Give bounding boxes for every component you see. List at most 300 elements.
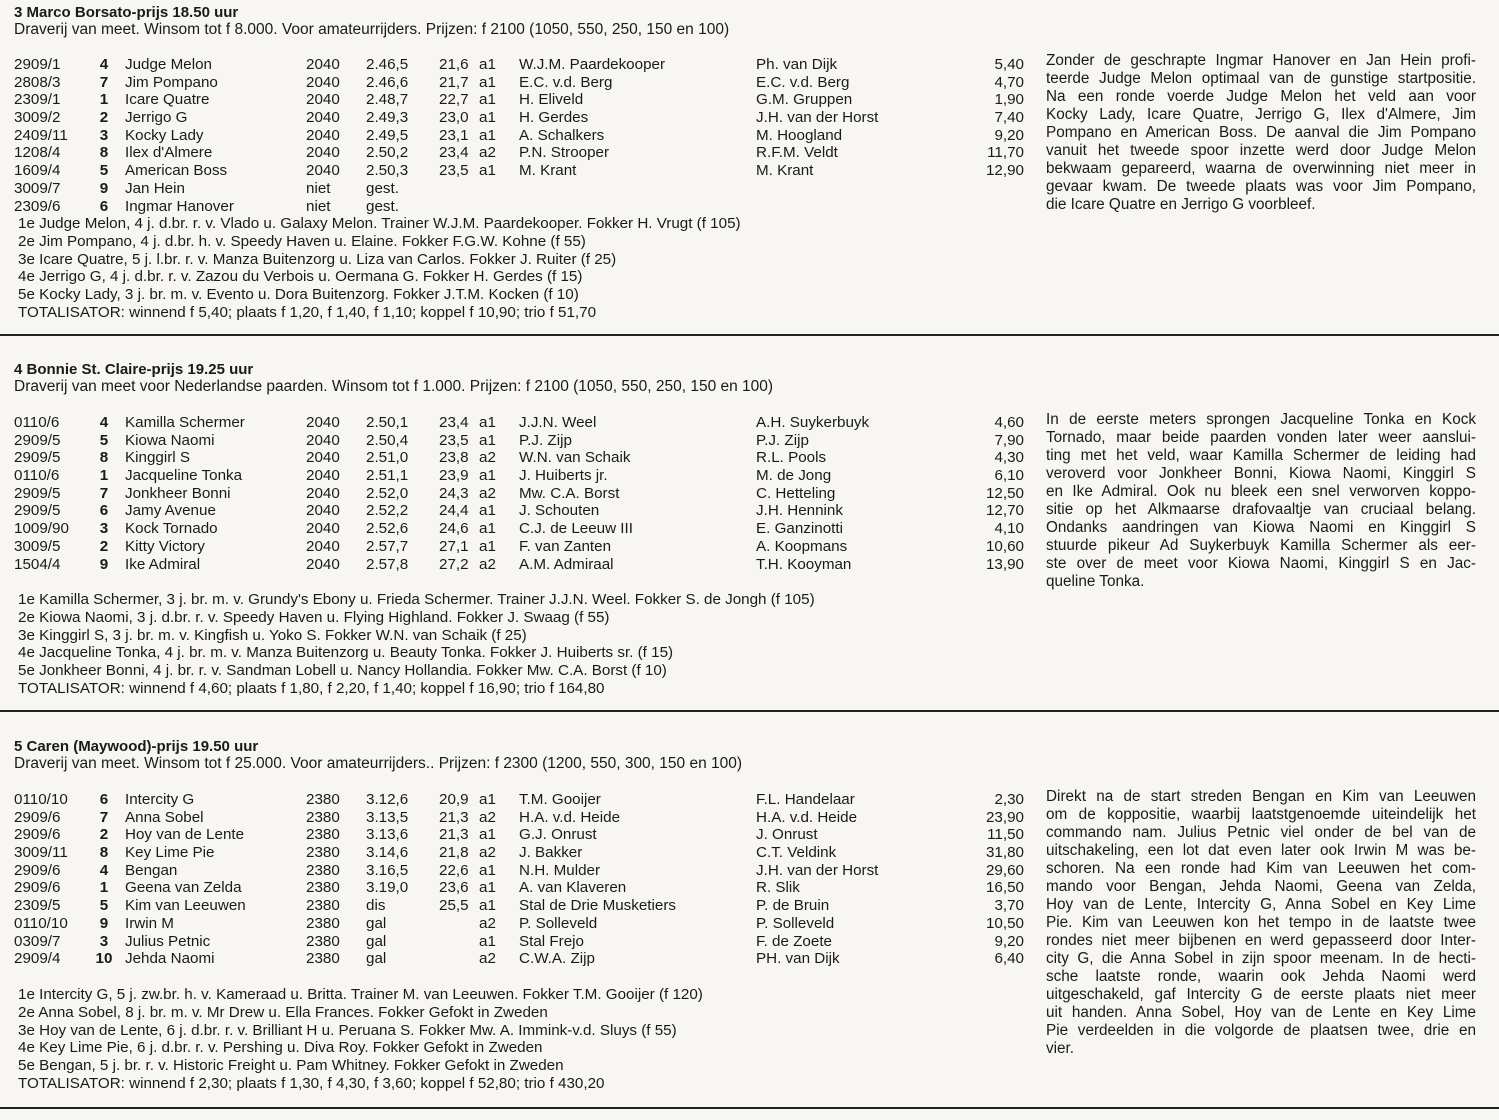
horse-name: Kock Tornado [125, 520, 218, 538]
km-time: 21,7 [439, 73, 469, 91]
commentary-line: stuurde pikeur Ad Suykerbuyk Kamilla Schermer als eer- [1046, 537, 1476, 554]
class: a1 [479, 91, 496, 109]
start-number: 4 [99, 414, 109, 431]
driver-name: H. Gerdes [519, 109, 589, 127]
win-odds: 3,70 [994, 897, 1024, 915]
table-row [14, 162, 1024, 180]
km-time: 23,4 [439, 414, 469, 431]
km-time: 24,6 [439, 520, 469, 538]
horse-name: Ingmar Hanover [125, 197, 234, 215]
distance: 2380 [306, 950, 340, 968]
class: a1 [479, 520, 496, 538]
distance: niet [306, 197, 331, 215]
race-conditions: Draverij van meet voor Nederlandse paarden. Winsom tot f 1.000. Prijzen: f 2100 (1050, 550, 250, 150 en 100) [14, 378, 774, 395]
distance: 2040 [306, 56, 340, 73]
start-number: 7 [99, 808, 109, 826]
finish-time: dis [366, 897, 386, 915]
finish-time: 2.50,2 [366, 144, 409, 162]
horse-name: Jan Hein [125, 179, 185, 197]
trainer-name: P.J. Zijp [756, 431, 809, 449]
table-row [14, 897, 1024, 915]
win-odds: 12,70 [985, 502, 1024, 520]
race-title: 5 Caren (Maywood)-prijs 19.50 uur [14, 738, 259, 755]
finish-time: 3.13,5 [366, 808, 409, 826]
win-odds: 31,80 [985, 844, 1024, 862]
trainer-name: C. Hetteling [756, 484, 836, 502]
placing-line: 2e Jim Pompano, 4 j. d.br. h. v. Speedy Haven u. Elaine. Fokker F.G.W. Kohne (f 55) [18, 232, 586, 250]
distance: 2040 [306, 109, 340, 127]
win-odds: 11,70 [987, 144, 1024, 162]
horse-form-code: 1609/4 [14, 162, 61, 180]
finish-time: gest. [366, 197, 399, 215]
start-number: 1 [99, 91, 109, 109]
win-odds: 11,50 [987, 826, 1024, 844]
finish-time: 2.50,3 [366, 162, 409, 180]
finish-time: gal [366, 914, 387, 932]
driver-name: P.J. Zijp [519, 431, 572, 449]
commentary-line: teerde Judge Melon optimaal van de gunstige startpositie. [1046, 70, 1476, 87]
horse-name: Kitty Victory [125, 537, 205, 555]
commentary-line: rondes niet meer bijbenen en werd gepasseerd door Inter- [1046, 932, 1476, 949]
start-number: 8 [99, 449, 109, 467]
driver-name: E.C. v.d. Berg [519, 73, 613, 91]
class: a2 [479, 844, 496, 862]
start-number: 3 [99, 126, 109, 144]
placing-line: 3e Kinggirl S, 3 j. br. m. v. Kingfish u. Yoko S. Fokker W.N. van Schaik (f 25) [18, 626, 527, 644]
win-odds: 1,90 [994, 91, 1024, 109]
placing-line: 2e Kiowa Naomi, 3 j. d.br. r. v. Speedy Haven u. Flying Highland. Fokker J. Swaag (f 55) [18, 608, 610, 626]
class: a1 [479, 861, 496, 879]
distance: 2040 [306, 449, 340, 467]
finish-time: 2.50,1 [366, 414, 409, 431]
win-odds: 10,50 [985, 914, 1024, 932]
commentary-line: uit handen. Anna Sobel, Hoy van de Lente en Key Lime [1046, 1004, 1476, 1021]
trainer-name: R.F.M. Veldt [756, 144, 838, 162]
table-row [14, 556, 1024, 574]
driver-name: H. Eliveld [519, 91, 584, 109]
commentary-line: veroverd voor Jonkheer Bonni, Kiowa Naomi, Kinggirl S [1046, 465, 1476, 482]
horse-name: Irwin M [125, 914, 174, 932]
horse-form-code: 3009/2 [14, 109, 61, 127]
race-placings [18, 215, 741, 322]
trainer-name: A.H. Suykerbuyk [756, 414, 870, 431]
trainer-name: A. Koopmans [756, 537, 848, 555]
class: a1 [479, 414, 496, 431]
distance: 2040 [306, 502, 340, 520]
commentary-line: bekwaam gepareerd, waarna de overwinning niet meer in [1046, 160, 1476, 177]
km-time: 25,5 [439, 897, 469, 915]
class: a1 [479, 537, 496, 555]
trainer-name: J. Onrust [756, 826, 818, 844]
table-row [14, 180, 1024, 198]
commentary-line: vier. [1046, 1040, 1075, 1057]
finish-time: 2.46,6 [366, 73, 409, 91]
trainer-name: P. de Bruin [756, 897, 830, 915]
horse-name: Icare Quatre [125, 91, 210, 109]
distance: 2380 [306, 861, 340, 879]
win-odds: 6,10 [994, 467, 1024, 485]
class: a1 [479, 897, 496, 915]
horse-name: Ike Admiral [125, 555, 201, 573]
start-number: 1 [99, 467, 109, 485]
win-odds: 16,50 [985, 879, 1024, 897]
win-odds: 9,20 [994, 932, 1024, 950]
km-time: 23,5 [439, 431, 469, 449]
commentary-line: ste over de meet voor Kiowa Naomi, Kinggirl S en Jac- [1046, 555, 1476, 572]
table-row [14, 862, 1024, 880]
driver-name: J.J.N. Weel [519, 414, 597, 431]
start-number: 5 [99, 897, 109, 915]
km-time: 21,3 [439, 826, 469, 844]
placing-line: 5e Kocky Lady, 3 j. br. m. v. Evento u. Dora Buitenzorg. Fokker J.T.M. Kocken (f 10) [18, 286, 579, 304]
trainer-name: C.T. Veldink [756, 844, 837, 862]
trainer-name: M. Hoogland [756, 126, 843, 144]
win-odds: 7,90 [994, 431, 1024, 449]
horse-name: Kim van Leeuwen [125, 897, 246, 915]
km-time: 27,2 [439, 555, 469, 573]
win-odds: 12,90 [985, 162, 1024, 180]
horse-form-code: 0110/6 [14, 414, 60, 431]
finish-time: 3.19,0 [366, 879, 409, 897]
horse-name: Jim Pompano [125, 73, 218, 91]
race-title: 4 Bonnie St. Claire-prijs 19.25 uur [14, 361, 254, 378]
table-row [14, 933, 1024, 951]
placing-line: 4e Key Lime Pie, 6 j. d.br. r. v. Pershing u. Diva Roy. Fokker Gefokt in Zweden [18, 1039, 543, 1057]
trainer-name: R.L. Pools [756, 449, 827, 467]
horse-form-code: 2909/1 [14, 56, 61, 73]
horse-form-code: 3009/7 [14, 179, 61, 197]
km-time: 22,6 [439, 861, 469, 879]
km-time: 23,9 [439, 467, 469, 485]
trainer-name: F.L. Handelaar [756, 791, 855, 808]
finish-time: 3.13,6 [366, 826, 409, 844]
win-odds: 12,50 [985, 484, 1024, 502]
horse-name: Hoy van de Lente [125, 826, 245, 844]
start-number: 5 [99, 162, 109, 180]
totalisator-line: TOTALISATOR: winnend f 4,60; plaats f 1,80, f 2,20, f 1,40; koppel f 16,90; trio f 164,80 [18, 679, 605, 697]
table-row [14, 826, 1024, 844]
km-time: 23,1 [439, 126, 469, 144]
finish-time: 2.48,7 [366, 91, 409, 109]
table-row [14, 809, 1024, 827]
table-row [14, 502, 1024, 520]
horse-form-code: 2808/3 [14, 73, 61, 91]
race-result-table [14, 56, 1024, 215]
finish-time: gal [366, 950, 387, 968]
race-conditions: Draverij van meet. Winsom tot f 25.000. Voor amateurrijders.. Prijzen: f 2300 (1200, 550, 300, 150 en 100) [14, 755, 743, 772]
horse-name: Key Lime Pie [125, 844, 215, 862]
horse-name: Judge Melon [125, 56, 212, 73]
commentary-line: gevaar kwam. De tweede plaats was voor Jim Pompano, [1046, 178, 1476, 195]
commentary-line: Kocky Lady, Icare Quatre, Jerrigo G, Ilex d'Almere, Jim [1046, 106, 1476, 123]
distance: 2380 [306, 879, 340, 897]
commentary-line: Pie. Kim van Leeuwen kon het tempo in de laatste twee [1046, 914, 1476, 931]
horse-form-code: 2909/4 [14, 950, 61, 968]
race-title: 3 Marco Borsato-prijs 18.50 uur [14, 4, 239, 21]
horse-name: Geena van Zelda [125, 879, 242, 897]
driver-name: M. Krant [519, 162, 577, 180]
start-number: 3 [99, 932, 109, 950]
table-row [14, 144, 1024, 162]
finish-time: 2.51,1 [366, 467, 409, 485]
placing-line: 4e Jacqueline Tonka, 4 j. br. m. v. Manza Buitenzorg u. Beauty Tonka. Fokker J. Huiberts sr. (f 15) [18, 644, 674, 662]
class: a1 [479, 431, 496, 449]
horse-form-code: 2909/6 [14, 826, 61, 844]
start-number: 6 [99, 197, 109, 215]
win-odds: 4,10 [994, 520, 1024, 538]
driver-name: W.N. van Schaik [519, 449, 631, 467]
distance: 2380 [306, 826, 340, 844]
horse-form-code: 2909/5 [14, 449, 61, 467]
trainer-name: M. de Jong [756, 467, 832, 485]
commentary-line: ting met het veld, waar Kamilla Schermer de leiding had [1046, 447, 1476, 464]
horse-name: Ilex d'Almere [125, 144, 213, 162]
finish-time: 2.57,8 [366, 555, 409, 573]
finish-time: 2.57,7 [366, 537, 409, 555]
horse-form-code: 3009/5 [14, 537, 61, 555]
class: a1 [479, 162, 496, 180]
class: a1 [479, 932, 496, 950]
win-odds: 2,30 [994, 791, 1024, 808]
km-time: 21,8 [439, 844, 469, 862]
table-row [14, 467, 1024, 485]
trainer-name: PH. van Dijk [756, 950, 840, 968]
table-row [14, 791, 1024, 809]
finish-time: 2.50,4 [366, 431, 409, 449]
placing-line: 2e Anna Sobel, 8 j. br. m. v. Mr Drew u. Ella Frances. Fokker Gefokt in Zweden [18, 1003, 548, 1021]
horse-form-code: 2409/11 [14, 126, 68, 144]
start-number: 8 [99, 844, 109, 862]
commentary-line: om de koppositie, waarbij laatstgenoemde uiteindelijk het [1046, 806, 1476, 823]
horse-form-code: 2309/5 [14, 897, 61, 915]
horse-form-code: 2309/6 [14, 197, 61, 215]
horse-form-code: 2909/6 [14, 861, 61, 879]
finish-time: gest. [366, 179, 399, 197]
table-row [14, 109, 1024, 127]
win-odds: 4,60 [994, 414, 1024, 431]
start-number: 9 [99, 179, 109, 197]
finish-time: gal [366, 932, 387, 950]
distance: 2380 [306, 897, 340, 915]
race-conditions: Draverij van meet. Winsom tot f 8.000. Voor amateurrijders. Prijzen: f 2100 (1050, 550, 250, 150 en 100) [14, 21, 730, 38]
trainer-name: J.H. van der Horst [756, 109, 879, 127]
commentary-line: Hoy van de Lente, Intercity G, Anna Sobel en Key Lime [1046, 896, 1476, 913]
finish-time: 2.49,3 [366, 109, 409, 127]
km-time: 23,4 [439, 144, 469, 162]
km-time: 23,0 [439, 109, 469, 127]
commentary-line: vanuit het tweede spoor inzette werd door Judge Melon [1046, 142, 1476, 159]
finish-time: 2.51,0 [366, 449, 409, 467]
horse-form-code: 2909/6 [14, 808, 61, 826]
distance: 2380 [306, 914, 340, 932]
class: a1 [479, 109, 496, 127]
placing-line: 5e Jonkheer Bonni, 4 j. br. r. v. Sandman Lobell u. Nancy Hollandia. Fokker Mw. C.A. Borst (f 10) [18, 662, 667, 680]
horse-name: Jamy Avenue [125, 502, 216, 520]
distance: 2380 [306, 932, 340, 950]
commentary-line: Pompano en American Boss. De aanval die Jim Pompano [1046, 124, 1476, 141]
class: a2 [479, 950, 496, 968]
finish-time: 2.52,0 [366, 484, 409, 502]
table-row [14, 520, 1024, 538]
trainer-name: T.H. Kooyman [756, 555, 852, 573]
driver-name: A. Schalkers [519, 126, 605, 144]
commentary-line: city G, die Anna Sobel in zijn spoor meenam. In de hecti- [1046, 950, 1476, 967]
start-number: 4 [99, 861, 109, 879]
race-placings [18, 591, 815, 698]
race-commentary [1046, 52, 1476, 214]
placing-line: 1e Intercity G, 5 j. zw.br. h. v. Kameraad u. Britta. Trainer M. van Leeuwen. Fokker T.M. Gooijer (f 120) [18, 986, 703, 1003]
driver-name: P.N. Strooper [519, 144, 610, 162]
trainer-name: J.H. Hennink [756, 502, 843, 520]
commentary-line: en Ike Admiral. Ook nu bleek een snel verworven koppo- [1046, 483, 1476, 500]
start-number: 2 [99, 826, 109, 844]
class: a1 [479, 467, 496, 485]
class: a2 [479, 914, 496, 932]
trainer-name: E. Ganzinotti [756, 520, 843, 538]
driver-name: Stal Frejo [519, 932, 584, 950]
commentary-line: mando voor Bengan, Jehda Naomi, Geena van Zelda, [1046, 878, 1476, 895]
race-result-table [14, 414, 1024, 573]
start-number: 2 [99, 537, 109, 555]
distance: 2040 [306, 162, 340, 180]
horse-name: Jehda Naomi [125, 950, 215, 968]
horse-name: Intercity G [125, 791, 195, 808]
win-odds: 10,60 [985, 537, 1024, 555]
horse-form-code: 2909/6 [14, 879, 61, 897]
commentary-line: Ondanks aandringen van Kiowa Naomi en Kinggirl S [1046, 519, 1476, 536]
horse-name: Anna Sobel [125, 808, 204, 826]
horse-name: Bengan [125, 861, 178, 879]
win-odds: 4,30 [994, 449, 1024, 467]
finish-time: 2.49,5 [366, 126, 409, 144]
table-row [14, 127, 1024, 145]
distance: 2040 [306, 537, 340, 555]
horse-form-code: 1009/90 [14, 520, 69, 538]
placing-line: 3e Icare Quatre, 5 j. l.br. r. v. Manza Buitenzorg u. Liza van Carlos. Fokker J. Ruiter (f 25) [18, 250, 617, 268]
commentary-line: Tornado, maar beide paarden vonden later weer aanslui- [1046, 429, 1476, 446]
distance: 2040 [306, 555, 340, 573]
distance: 2040 [306, 484, 340, 502]
start-number: 3 [99, 520, 109, 538]
table-row [14, 74, 1024, 92]
placing-line: 5e Bengan, 5 j. br. r. v. Historic Freight u. Pam Whitney. Fokker Gefokt in Zweden [18, 1057, 564, 1075]
driver-name: G.J. Onrust [519, 826, 597, 844]
finish-time: 3.12,6 [366, 791, 409, 808]
driver-name: A. van Klaveren [519, 879, 627, 897]
placing-line: 1e Kamilla Schermer, 3 j. br. m. v. Grundy's Ebony u. Frieda Schermer. Trainer J.J.N. Weel. Fokker S. de Jongh (f 105) [18, 591, 815, 608]
class: a1 [479, 73, 496, 91]
distance: niet [306, 179, 331, 197]
horse-form-code: 1208/4 [14, 144, 61, 162]
start-number: 6 [99, 502, 109, 520]
totalisator-line: TOTALISATOR: winnend f 5,40; plaats f 1,20, f 1,40, f 1,10; koppel f 10,90; trio f 51,70 [18, 303, 597, 321]
commentary-line: schoren. Na een ronde had Kim van Leeuwen het com- [1046, 860, 1476, 877]
driver-name: N.H. Mulder [519, 861, 601, 879]
driver-name: J. Huiberts jr. [519, 467, 608, 485]
table-row [14, 879, 1024, 897]
class: a2 [479, 555, 496, 573]
class: a1 [479, 56, 496, 73]
finish-time: 2.52,6 [366, 520, 409, 538]
finish-time: 2.46,5 [366, 56, 409, 73]
horse-form-code: 0110/10 [14, 791, 68, 808]
horse-name: Kamilla Schermer [125, 414, 245, 431]
distance: 2380 [306, 844, 340, 862]
driver-name: C.J. de Leeuw III [519, 520, 633, 538]
win-odds: 7,40 [994, 109, 1024, 127]
class: a2 [479, 808, 496, 826]
commentary-line: queline Tonka. [1046, 573, 1145, 590]
km-time: 21,6 [439, 56, 469, 73]
table-row [14, 844, 1024, 862]
km-time: 23,6 [439, 879, 469, 897]
section-divider [0, 710, 1499, 712]
start-number: 8 [99, 144, 109, 162]
driver-name: T.M. Gooijer [519, 791, 601, 808]
horse-name: Jerrigo G [125, 109, 188, 127]
horse-name: Kocky Lady [125, 126, 204, 144]
start-number: 9 [99, 555, 109, 573]
class: a2 [479, 449, 496, 467]
class: a1 [479, 126, 496, 144]
section-divider [0, 1107, 1499, 1109]
commentary-line: uitgeschakeld, gaf Intercity G de eerste plaats niet meer [1046, 986, 1476, 1003]
driver-name: A.M. Admiraal [519, 555, 614, 573]
horse-name: Kiowa Naomi [125, 431, 215, 449]
section-divider [0, 334, 1499, 336]
class: a2 [479, 144, 496, 162]
start-number: 4 [99, 56, 109, 73]
win-odds: 9,20 [994, 126, 1024, 144]
horse-form-code: 0110/6 [14, 467, 60, 485]
table-row [14, 950, 1024, 968]
commentary-line: sitie op het Alkmaarse drafovaaltje van cruciaal belang. [1046, 501, 1476, 518]
start-number: 1 [99, 879, 109, 897]
km-time: 23,5 [439, 162, 469, 180]
race-commentary [1046, 411, 1476, 591]
horse-name: Jonkheer Bonni [125, 484, 231, 502]
distance: 2040 [306, 73, 340, 91]
trainer-name: G.M. Gruppen [756, 91, 853, 109]
horse-form-code: 2909/5 [14, 502, 61, 520]
start-number: 5 [99, 431, 109, 449]
table-row [14, 538, 1024, 556]
start-number: 2 [99, 109, 109, 127]
driver-name: C.W.A. Zijp [519, 950, 595, 968]
finish-time: 3.16,5 [366, 861, 409, 879]
km-time: 24,3 [439, 484, 469, 502]
distance: 2040 [306, 431, 340, 449]
race-result-table [14, 791, 1024, 968]
table-row [14, 56, 1024, 74]
distance: 2380 [306, 791, 340, 808]
totalisator-line: TOTALISATOR: winnend f 2,30; plaats f 1,30, f 4,30, f 3,60; koppel f 52,80; trio f 430,20 [18, 1074, 605, 1092]
driver-name: J. Schouten [519, 502, 600, 520]
win-odds: 29,60 [985, 861, 1024, 879]
distance: 2040 [306, 414, 340, 431]
trainer-name: J.H. van der Horst [756, 861, 879, 879]
class: a2 [479, 484, 496, 502]
trainer-name: Ph. van Dijk [756, 56, 838, 73]
horse-form-code: 2309/1 [14, 91, 61, 109]
commentary-line: Direkt na de start streden Bengan en Kim van Leeuwen [1046, 788, 1476, 805]
win-odds: 6,40 [994, 950, 1024, 968]
distance: 2040 [306, 91, 340, 109]
horse-form-code: 2909/5 [14, 431, 61, 449]
race-placings [18, 986, 703, 1093]
trainer-name: M. Krant [756, 162, 814, 180]
class: a1 [479, 826, 496, 844]
